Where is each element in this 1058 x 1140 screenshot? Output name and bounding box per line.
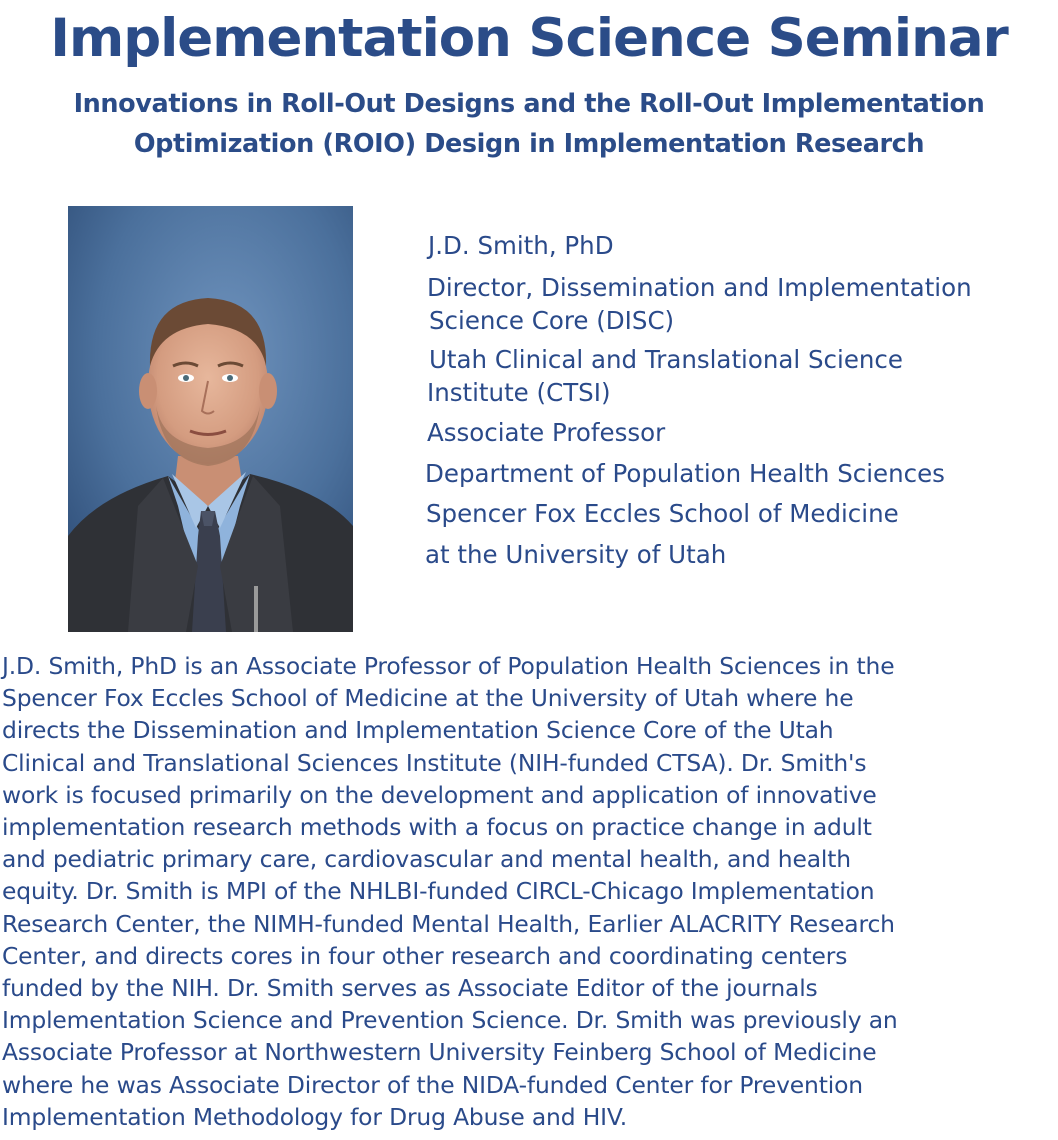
speaker-org-cont: Institute (CTSI)	[427, 378, 611, 407]
bio-line: Clinical and Translational Sciences Institute (NIH-funded CTSA). Dr. Smith's	[2, 748, 867, 777]
bio-line: Spencer Fox Eccles School of Medicine at the University of Utah where he	[2, 684, 854, 713]
bio-line: Associate Professor at Northwestern University Feinberg School of Medicine	[2, 1038, 877, 1067]
bio-line: directs the Dissemination and Implementation Science Core of the Utah	[2, 716, 834, 745]
bio-line: work is focused primarily on the development and application of innovative	[2, 780, 877, 809]
speaker-name: J.D. Smith, PhD	[428, 231, 614, 260]
bio-line: Implementation Methodology for Drug Abuse and HIV.	[2, 1102, 628, 1131]
subtitle-line-1: Innovations in Roll-Out Designs and the Roll-Out Implementation	[73, 89, 985, 119]
speaker-bio	[2, 650, 1058, 1133]
bio-line: Center, and directs cores in four other research and coordinating centers	[2, 941, 848, 970]
speaker-role-1: Director, Dissemination and Implementation	[427, 273, 972, 302]
speaker-org: Utah Clinical and Translational Science	[429, 345, 903, 374]
speaker-title: Associate Professor	[427, 418, 666, 447]
speaker-department: Department of Population Health Sciences	[425, 459, 945, 488]
bio-line: funded by the NIH. Dr. Smith serves as Associate Editor of the journals	[2, 974, 818, 1003]
bio-line: Research Center, the NIMH-funded Mental Health, Earlier ALACRITY Research	[2, 909, 895, 938]
speaker-university: at the University of Utah	[425, 540, 727, 569]
bio-line: and pediatric primary care, cardiovascular and mental health, and health	[2, 845, 851, 874]
bio-line: where he was Associate Director of the NIDA-funded Center for Prevention	[2, 1070, 863, 1099]
bio-line: equity. Dr. Smith is MPI of the NHLBI-funded CIRCL-Chicago Implementation	[2, 877, 875, 906]
speaker-role-1-cont: Science Core (DISC)	[429, 306, 675, 335]
seminar-title: Implementation Science Seminar	[50, 8, 1008, 69]
bio-line: J.D. Smith, PhD is an Associate Professor of Population Health Sciences in the	[2, 652, 895, 680]
bio-line: Implementation Science and Prevention Science. Dr. Smith was previously an	[2, 1006, 898, 1035]
bio-line: implementation research methods with a focus on practice change in adult	[2, 813, 872, 842]
subtitle-line-2: Optimization (ROIO) Design in Implementation Research	[133, 129, 925, 159]
speaker-school: Spencer Fox Eccles School of Medicine	[426, 499, 899, 528]
